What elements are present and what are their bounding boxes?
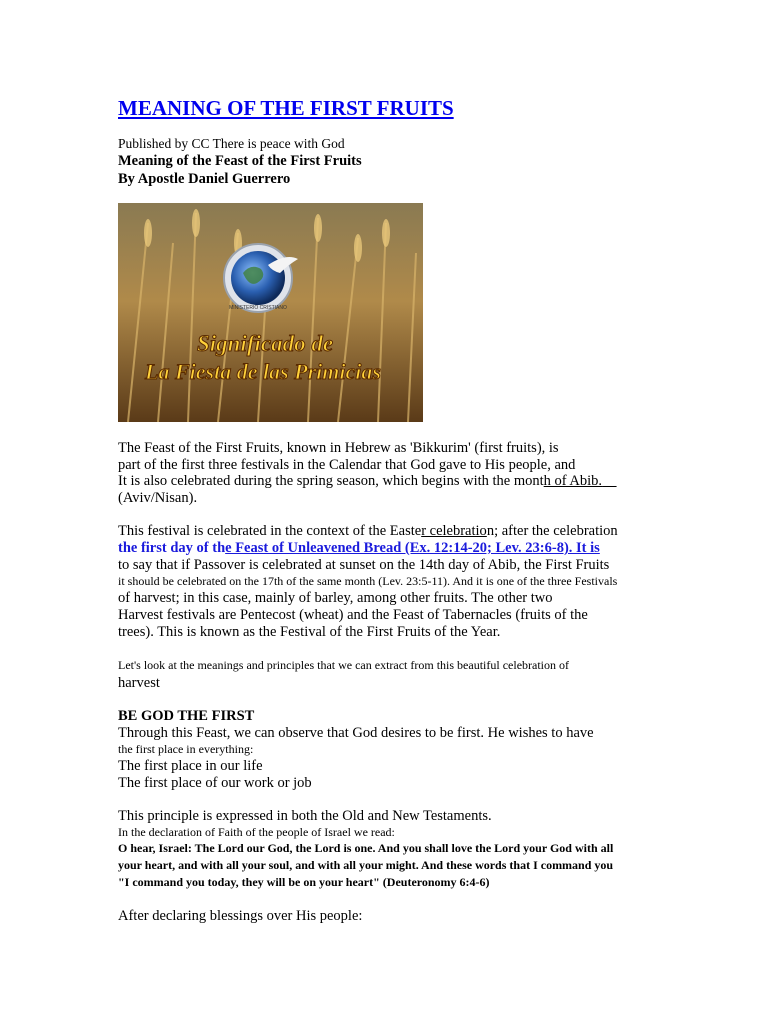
wheat-field-image xyxy=(118,203,423,422)
para1-line4: (Aviv/Nisan). xyxy=(118,490,198,506)
para4-line2: In the declaration of Faith of the people of Israel we read: xyxy=(118,825,395,839)
section1-line3: The first place in our life xyxy=(118,758,263,774)
image-caption-line2: La Fiesta de las Primicias xyxy=(145,359,381,384)
para4-line1: This principle is expressed in both the Old and New Testaments. xyxy=(118,808,492,824)
para1-line3-text: It is also celebrated during the spring season, which begins with the mont xyxy=(118,473,544,489)
para2-line5: of harvest; in this case, mainly of barley, among other fruits. The other two xyxy=(118,590,553,606)
para2-line1-text: This festival is celebrated in the context of the Easte xyxy=(118,523,422,539)
para1-line2: part of the first three festivals in the Calendar that God gave to His people, and xyxy=(118,457,576,473)
subtitle: Meaning of the Feast of the First Fruits xyxy=(118,153,362,169)
para2-line1 xyxy=(118,523,618,540)
para2-line7: trees). This is known as the Festival of the First Fruits of the Year. xyxy=(118,624,501,640)
section1-line1: Through this Feast, we can observe that God desires to be first. He wishes to have xyxy=(118,725,594,741)
quote-line3: "I command you today, they will be on your heart" (Deuteronomy 6:4-6) xyxy=(118,875,490,889)
page-title[interactable]: MEANING OF THE FIRST FRUITS xyxy=(118,96,454,120)
para1-line1: The Feast of the First Fruits, known in Hebrew as 'Bikkurim' (first fruits), is xyxy=(118,440,559,456)
section1-line4: The first place of our work or job xyxy=(118,775,312,791)
image-caption-line1: Significado de xyxy=(196,331,334,356)
para2-line1-rest: n; after the celebration xyxy=(486,523,618,539)
abib-link[interactable]: h of Abib. xyxy=(543,473,603,489)
para2-line2 xyxy=(118,540,600,557)
unleavened-bread-link[interactable]: e Feast of Unleavened Bread (Ex. 12:14-20; Lev. 23:6-8). It is xyxy=(225,540,600,556)
quote-line1: O hear, Israel: The Lord our God, the Lord is one. And you shall love the Lord your God with all xyxy=(118,841,614,855)
author-line: By Apostle Daniel Guerrero xyxy=(118,171,291,187)
section-heading: BE GOD THE FIRST xyxy=(118,708,255,724)
para5-line1: After declaring blessings over His people: xyxy=(118,908,363,924)
section1-line2: the first place in everything: xyxy=(118,742,254,756)
para2-line3: to say that if Passover is celebrated at sunset on the 14th day of Abib, the First Fruits xyxy=(118,557,610,573)
para2-line4: it should be celebrated on the 17th of the same month (Lev. 23:5-11). And it is one of the three Festivals xyxy=(118,574,618,588)
abib-link-trail xyxy=(602,473,617,489)
para3-line2: harvest xyxy=(118,675,160,691)
logo-text: MINISTERIO CRISTIANO xyxy=(229,305,287,311)
quote-line2: your heart, and with all your soul, and with all your might. And these words that I command you xyxy=(118,858,614,872)
para2-line2-text: the first day of th xyxy=(118,540,226,556)
easter-celebration-link[interactable]: r celebratio xyxy=(421,523,487,539)
para2-line6: Harvest festivals are Pentecost (wheat) and the Feast of Tabernacles (fruits of the xyxy=(118,607,588,623)
published-line: Published by CC There is peace with God xyxy=(118,136,345,151)
para1-line3 xyxy=(118,473,617,490)
para3-line1: Let's look at the meanings and principles that we can extract from this beautiful celebration of xyxy=(118,658,570,672)
